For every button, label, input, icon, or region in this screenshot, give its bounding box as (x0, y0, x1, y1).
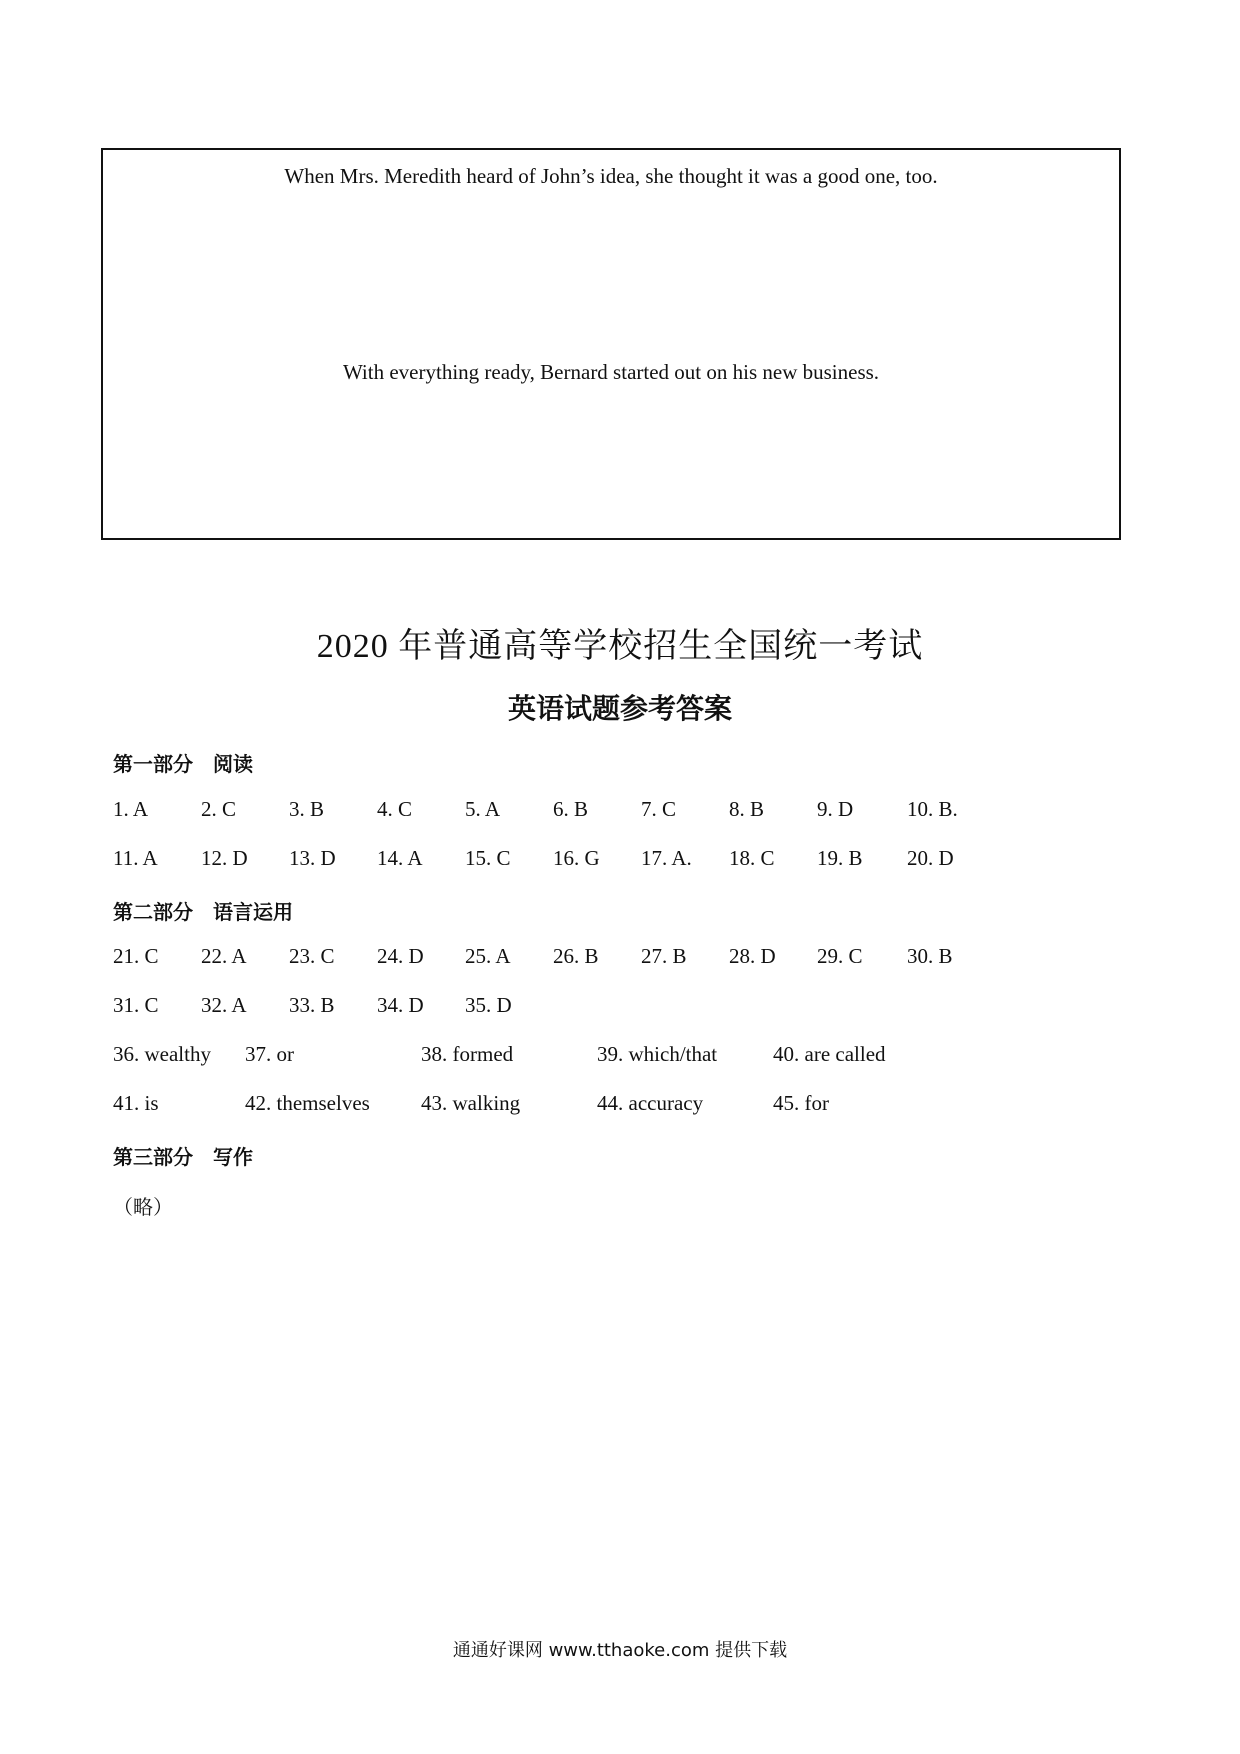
answer-item: 28. D (729, 944, 776, 968)
answer-item: 31. C (113, 993, 159, 1017)
answer-item: 13. D (289, 846, 336, 870)
answer-item: 21. C (113, 944, 159, 968)
answer-item: 38. formed (421, 1042, 514, 1066)
answer-item: 36. wealthy (113, 1042, 211, 1066)
answer-item: 1. A (113, 797, 149, 821)
answer-item: 20. D (907, 846, 954, 870)
answer-item: 30. B (907, 944, 953, 968)
answer-item: 26. B (553, 944, 599, 968)
answer-item: 42. themselves (245, 1091, 370, 1115)
writing-prompt-box (101, 148, 1121, 540)
answer-item: 16. G (553, 846, 600, 870)
answer-item: 7. C (641, 797, 677, 821)
answer-item: 32. A (201, 993, 247, 1017)
answer-item: 40. are called (773, 1042, 886, 1066)
answer-item: 35. D (465, 993, 512, 1017)
answer-item: 43. walking (421, 1091, 521, 1115)
answer-item: 23. C (289, 944, 335, 968)
answer-item: 19. B (817, 846, 863, 870)
answer-item: 39. which/that (597, 1042, 718, 1066)
prompt-line-1: When Mrs. Meredith heard of John’s idea, she thought it was a good one, too. (284, 164, 938, 188)
answer-item: 8. B (729, 797, 765, 821)
prompt-line-2: With everything ready, Bernard started out on his new business. (342, 360, 880, 384)
answer-item: 9. D (817, 797, 854, 821)
answer-item: 3. B (289, 797, 325, 821)
answer-item: 17. A. (641, 846, 692, 870)
part3-heading: 第三部分 写作 (113, 1145, 253, 1169)
answer-item: 18. C (729, 846, 775, 870)
part1-heading: 第一部分 阅读 (113, 752, 253, 776)
footer-source: 通通好课网 www.tthaoke.com 提供下载 (452, 1640, 788, 1661)
answer-item: 25. A (465, 944, 511, 968)
answer-item: 24. D (377, 944, 424, 968)
answer-item: 6. B (553, 797, 589, 821)
answer-item: 22. A (201, 944, 247, 968)
answer-item: 41. is (113, 1091, 159, 1115)
part2-heading: 第二部分 语言运用 (113, 900, 293, 924)
answer-key-title: 英语试题参考答案 (507, 692, 732, 725)
answer-item: 44. accuracy (597, 1091, 704, 1115)
answer-item: 4. C (377, 797, 413, 821)
answer-item: 14. A (377, 846, 423, 870)
answer-item: 15. C (465, 846, 511, 870)
answer-item: 10. B. (907, 797, 958, 821)
answer-item: 27. B (641, 944, 687, 968)
answer-item: 45. for (773, 1091, 829, 1115)
answer-item: 37. or (245, 1042, 294, 1066)
answer-item: 33. B (289, 993, 335, 1017)
answer-item: 34. D (377, 993, 424, 1017)
answer-item: 5. A (465, 797, 501, 821)
answer-item: 12. D (201, 846, 248, 870)
answer-item: 11. A (113, 846, 158, 870)
answer-item: 29. C (817, 944, 863, 968)
omitted-note: （略） (113, 1195, 173, 1219)
exam-title: 2020 年普通高等学校招生全国统一考试 (316, 628, 924, 665)
answer-item: 2. C (201, 797, 237, 821)
